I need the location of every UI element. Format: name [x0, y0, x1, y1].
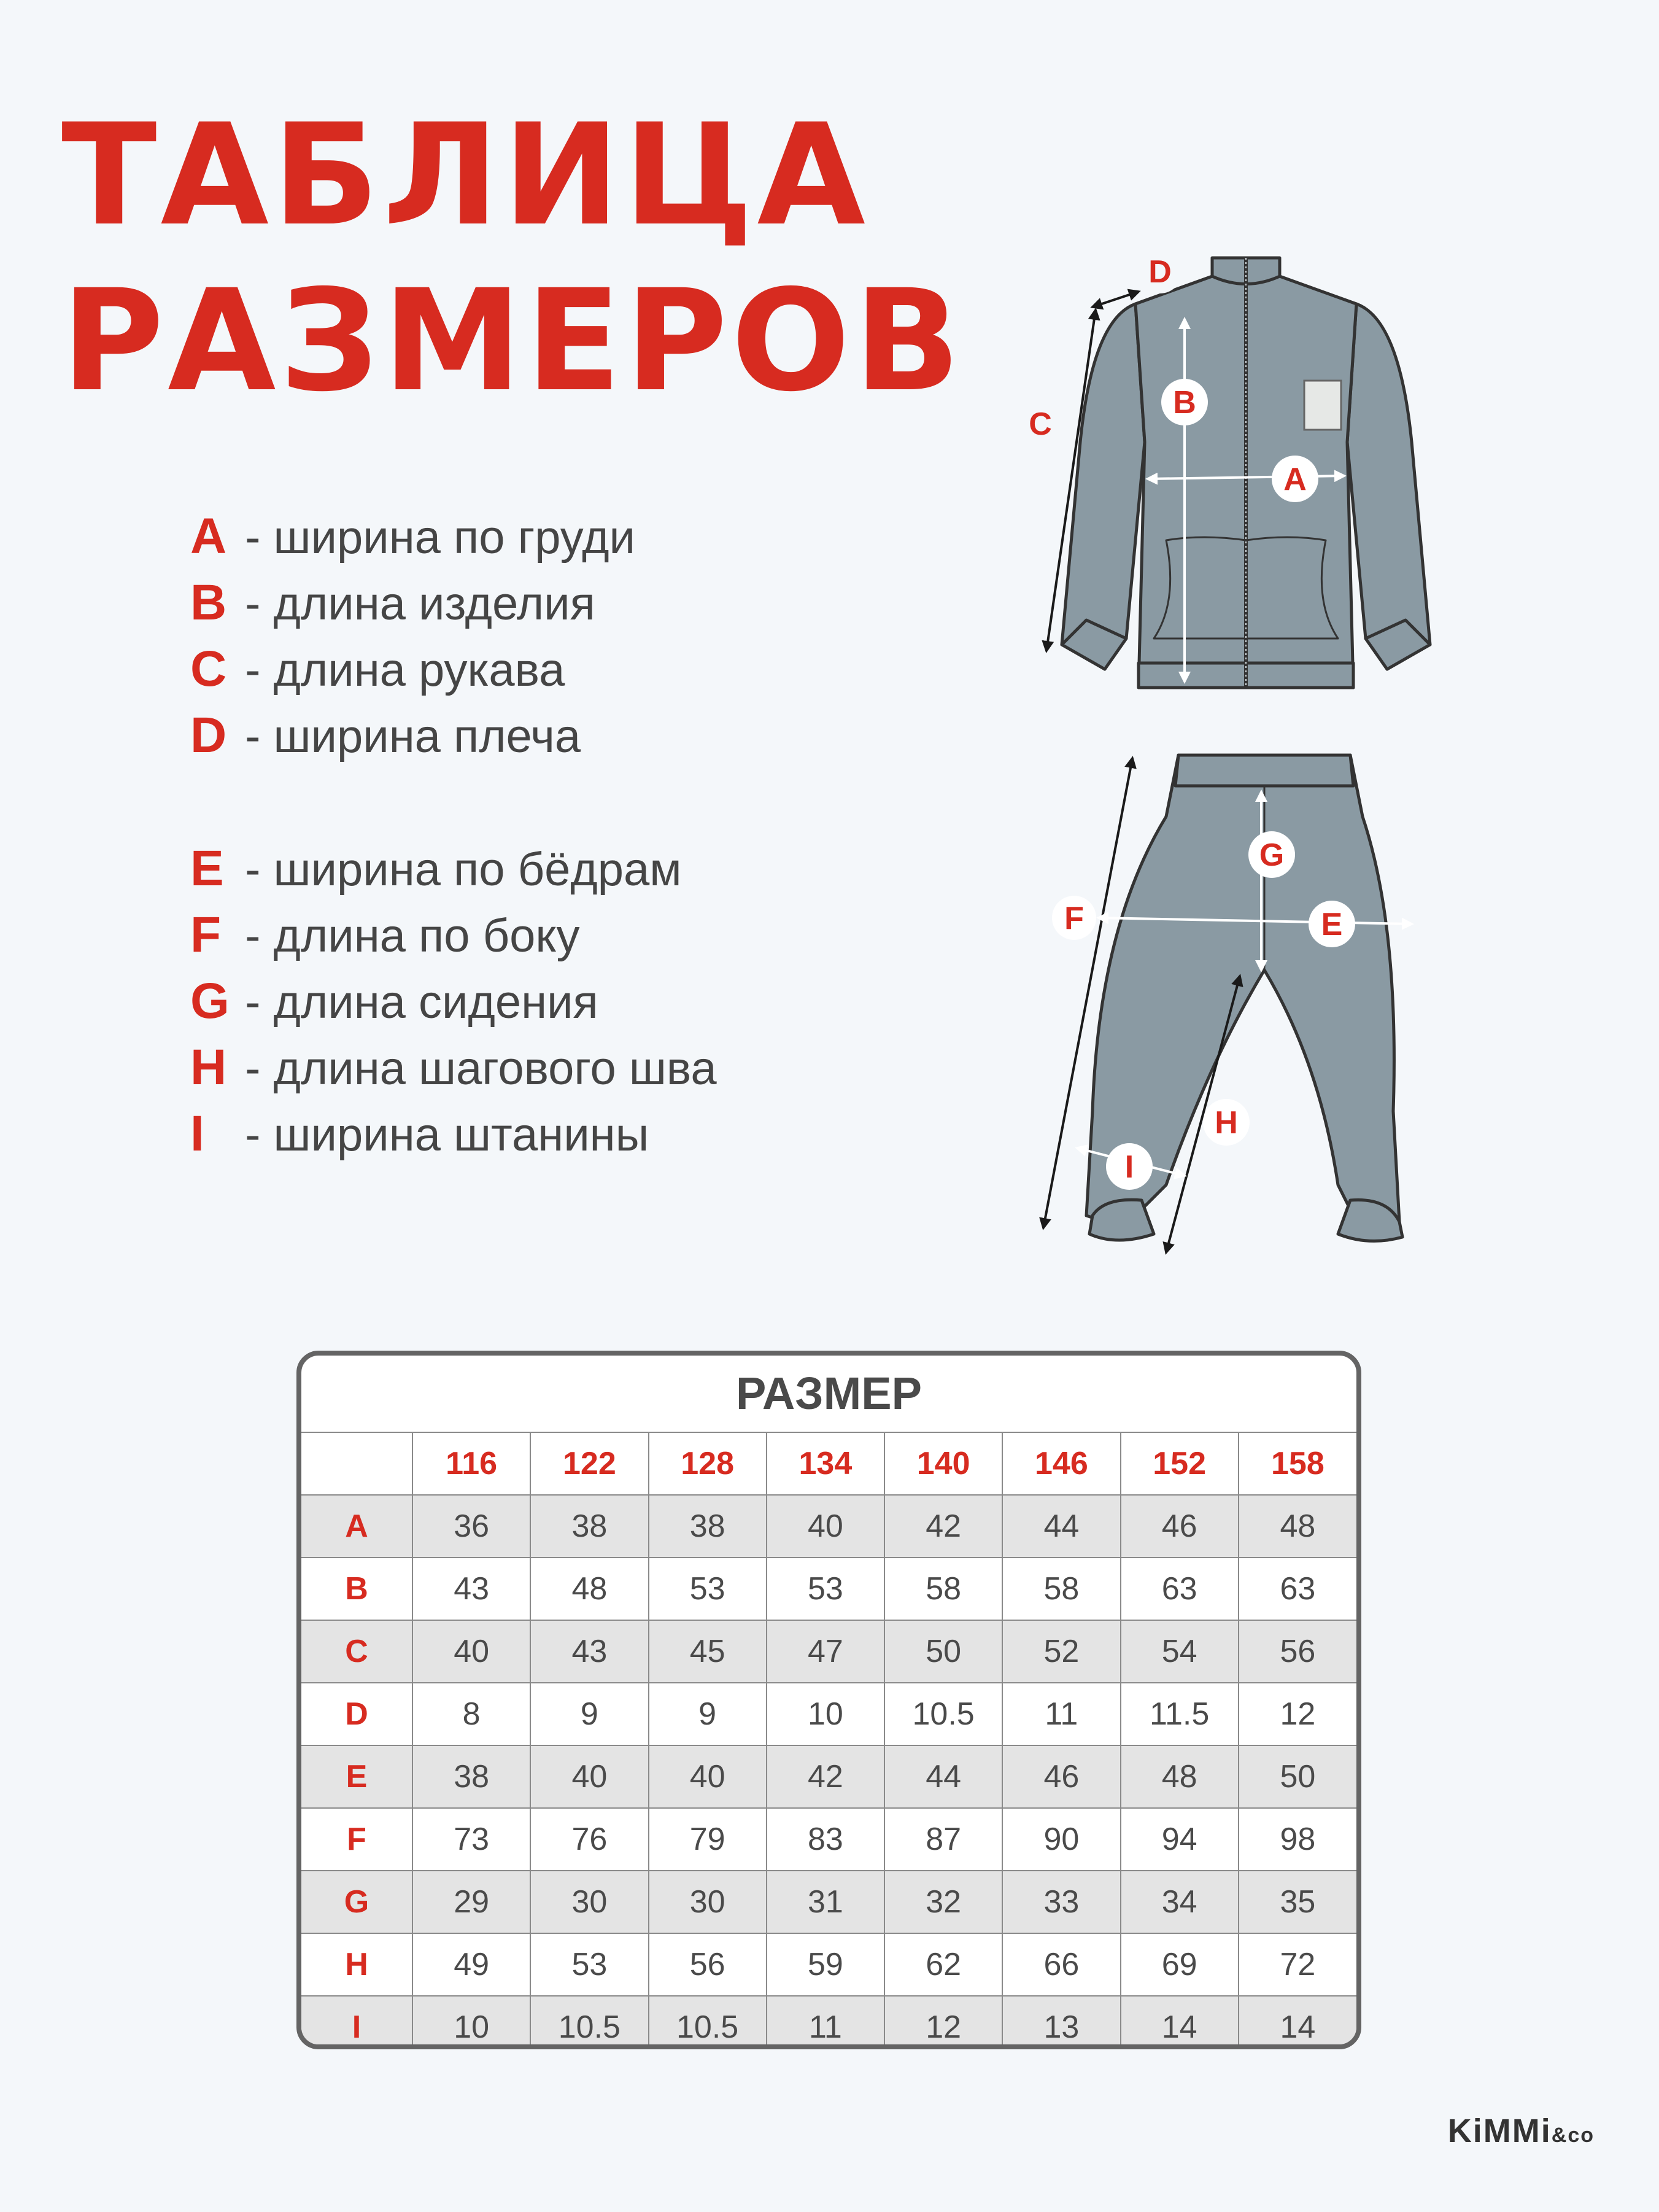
legend-desc: - длина изделия: [245, 578, 595, 630]
table-cell: 48: [530, 1558, 648, 1620]
legend-key: E: [190, 840, 224, 896]
table-row: [301, 1558, 1356, 1620]
table-cell: 11: [1002, 1683, 1120, 1745]
table-cell: 47: [767, 1620, 884, 1683]
table-cell: 9: [530, 1683, 648, 1745]
row-key-cell: G: [301, 1871, 412, 1933]
jacket-legend: [190, 503, 635, 769]
size-header-cell: 128: [649, 1433, 767, 1495]
table-cell: 40: [767, 1495, 884, 1558]
row-key-cell: E: [301, 1745, 412, 1808]
table-cell: 40: [649, 1745, 767, 1808]
legend-key: G: [190, 973, 230, 1029]
table-row: [301, 1745, 1356, 1808]
legend-desc: - ширина штанины: [245, 1109, 649, 1161]
table-cell: 11: [767, 1996, 884, 2049]
row-key-cell: H: [301, 1933, 412, 1996]
table-cell: 10: [767, 1683, 884, 1745]
legend-item: [190, 1101, 717, 1167]
table-cell: 76: [530, 1808, 648, 1871]
legend-item: [190, 636, 635, 702]
legend-desc: - длина рукава: [245, 644, 565, 696]
legend-key: A: [190, 508, 227, 564]
row-key-cell: C: [301, 1620, 412, 1683]
table-cell: 12: [1239, 1683, 1356, 1745]
table-cell: 54: [1121, 1620, 1239, 1683]
brand-suffix: &co: [1551, 2124, 1595, 2147]
table-cell: 94: [1121, 1808, 1239, 1871]
brand-logo: [1448, 2112, 1595, 2150]
table-cell: 32: [884, 1871, 1002, 1933]
table-row: [301, 1495, 1356, 1558]
table-cell: 66: [1002, 1933, 1120, 1996]
marker-e-label: E: [1321, 907, 1343, 942]
marker-g-label: G: [1259, 837, 1285, 873]
marker-c-label: C: [1029, 406, 1052, 442]
legend-key: H: [190, 1039, 227, 1095]
table-cell: 83: [767, 1808, 884, 1871]
table-cell: 56: [1239, 1620, 1356, 1683]
table-cell: 48: [1239, 1495, 1356, 1558]
size-header-row: [301, 1433, 1356, 1495]
table-cell: 58: [884, 1558, 1002, 1620]
size-header-cell: 158: [1239, 1433, 1356, 1495]
marker-b-label: B: [1173, 385, 1196, 421]
table-cell: 53: [767, 1558, 884, 1620]
legend-key: B: [190, 575, 227, 631]
table-cell: 52: [1002, 1620, 1120, 1683]
table-cell: 42: [884, 1495, 1002, 1558]
table-cell: 98: [1239, 1808, 1356, 1871]
marker-a-label: A: [1283, 462, 1307, 497]
table-cell: 43: [412, 1558, 530, 1620]
legend-desc: - длина шагового шва: [245, 1042, 717, 1095]
size-header-cell: 152: [1121, 1433, 1239, 1495]
table-cell: 8: [412, 1683, 530, 1745]
table-cell: 53: [649, 1558, 767, 1620]
table-cell: 30: [530, 1871, 648, 1933]
table-cell: 36: [412, 1495, 530, 1558]
pants-legend: [190, 836, 717, 1167]
table-cell: 42: [767, 1745, 884, 1808]
legend-item: [190, 968, 717, 1034]
table-row: [301, 1808, 1356, 1871]
table-cell: 45: [649, 1620, 767, 1683]
table-cell: 13: [1002, 1996, 1120, 2049]
marker-d-label: D: [1148, 254, 1172, 290]
table-cell: 69: [1121, 1933, 1239, 1996]
table-cell: 30: [649, 1871, 767, 1933]
legend-item: [190, 1034, 717, 1101]
size-header-cell: 146: [1002, 1433, 1120, 1495]
legend-desc: - ширина по бёдрам: [245, 844, 682, 896]
table-cell: 72: [1239, 1933, 1356, 1996]
title-line-2: РАЗМЕРОВ: [61, 259, 964, 422]
table-row: [301, 1620, 1356, 1683]
marker-f-label: F: [1064, 901, 1084, 936]
legend-desc: - ширина плеча: [245, 710, 581, 763]
legend-item: [190, 902, 717, 968]
table-cell: 50: [884, 1620, 1002, 1683]
table-cell: 46: [1002, 1745, 1120, 1808]
marker-h-label: H: [1215, 1105, 1238, 1141]
legend-desc: - длина по боку: [245, 910, 580, 962]
table-cell: 35: [1239, 1871, 1356, 1933]
legend-desc: - ширина по груди: [245, 511, 635, 564]
legend-item: [190, 570, 635, 636]
size-grid: [301, 1433, 1356, 2049]
marker-i-label: I: [1124, 1149, 1134, 1185]
table-row: [301, 1933, 1356, 1996]
table-row: [301, 1871, 1356, 1933]
table-cell: 12: [884, 1996, 1002, 2049]
table-cell: 34: [1121, 1871, 1239, 1933]
table-cell: 10.5: [649, 1996, 767, 2049]
table-cell: 44: [884, 1745, 1002, 1808]
table-cell: 10.5: [530, 1996, 648, 2049]
legend-key: F: [190, 907, 222, 963]
size-table: [296, 1351, 1361, 2049]
size-header-cell: 122: [530, 1433, 648, 1495]
table-cell: 87: [884, 1808, 1002, 1871]
table-cell: 14: [1121, 1996, 1239, 2049]
table-cell: 10.5: [884, 1683, 1002, 1745]
table-cell: 59: [767, 1933, 884, 1996]
table-row: [301, 1683, 1356, 1745]
table-cell: 43: [530, 1620, 648, 1683]
row-key-cell: B: [301, 1558, 412, 1620]
table-cell: 79: [649, 1808, 767, 1871]
legend-item: [190, 503, 635, 570]
table-cell: 73: [412, 1808, 530, 1871]
size-header-cell: 134: [767, 1433, 884, 1495]
corner-cell: [301, 1433, 412, 1495]
table-cell: 38: [412, 1745, 530, 1808]
table-cell: 53: [530, 1933, 648, 1996]
table-cell: 62: [884, 1933, 1002, 1996]
row-key-cell: A: [301, 1495, 412, 1558]
table-cell: 38: [649, 1495, 767, 1558]
table-cell: 63: [1121, 1558, 1239, 1620]
table-cell: 29: [412, 1871, 530, 1933]
legend-item: [190, 702, 635, 769]
table-cell: 33: [1002, 1871, 1120, 1933]
legend-desc: - длина сидения: [245, 976, 598, 1028]
title-line-1: ТАБЛИЦА: [61, 93, 869, 257]
size-header-cell: 116: [412, 1433, 530, 1495]
table-cell: 10: [412, 1996, 530, 2049]
row-key-cell: D: [301, 1683, 412, 1745]
legend-key: D: [190, 707, 227, 763]
row-key-cell: F: [301, 1808, 412, 1871]
legend-item: [190, 836, 717, 902]
brand-name: KiMMi: [1447, 2113, 1552, 2149]
table-cell: 50: [1239, 1745, 1356, 1808]
table-cell: 38: [530, 1495, 648, 1558]
table-row: [301, 1996, 1356, 2049]
chest-patch: [1304, 381, 1341, 430]
legend-key: C: [190, 641, 227, 697]
table-cell: 58: [1002, 1558, 1120, 1620]
table-cell: 46: [1121, 1495, 1239, 1558]
table-cell: 14: [1239, 1996, 1356, 2049]
size-header-cell: 140: [884, 1433, 1002, 1495]
table-cell: 56: [649, 1933, 767, 1996]
table-cell: 11.5: [1121, 1683, 1239, 1745]
table-cell: 49: [412, 1933, 530, 1996]
size-table-title: РАЗМЕР: [301, 1356, 1356, 1433]
jacket-diagram: [970, 246, 1522, 700]
table-cell: 90: [1002, 1808, 1120, 1871]
legend-key: I: [190, 1106, 204, 1162]
pants-diagram: [1031, 743, 1473, 1283]
table-cell: 48: [1121, 1745, 1239, 1808]
table-cell: 40: [412, 1620, 530, 1683]
table-cell: 40: [530, 1745, 648, 1808]
table-cell: 44: [1002, 1495, 1120, 1558]
table-cell: 31: [767, 1871, 884, 1933]
page-title: [61, 92, 964, 424]
table-cell: 9: [649, 1683, 767, 1745]
row-key-cell: I: [301, 1996, 412, 2049]
table-cell: 63: [1239, 1558, 1356, 1620]
